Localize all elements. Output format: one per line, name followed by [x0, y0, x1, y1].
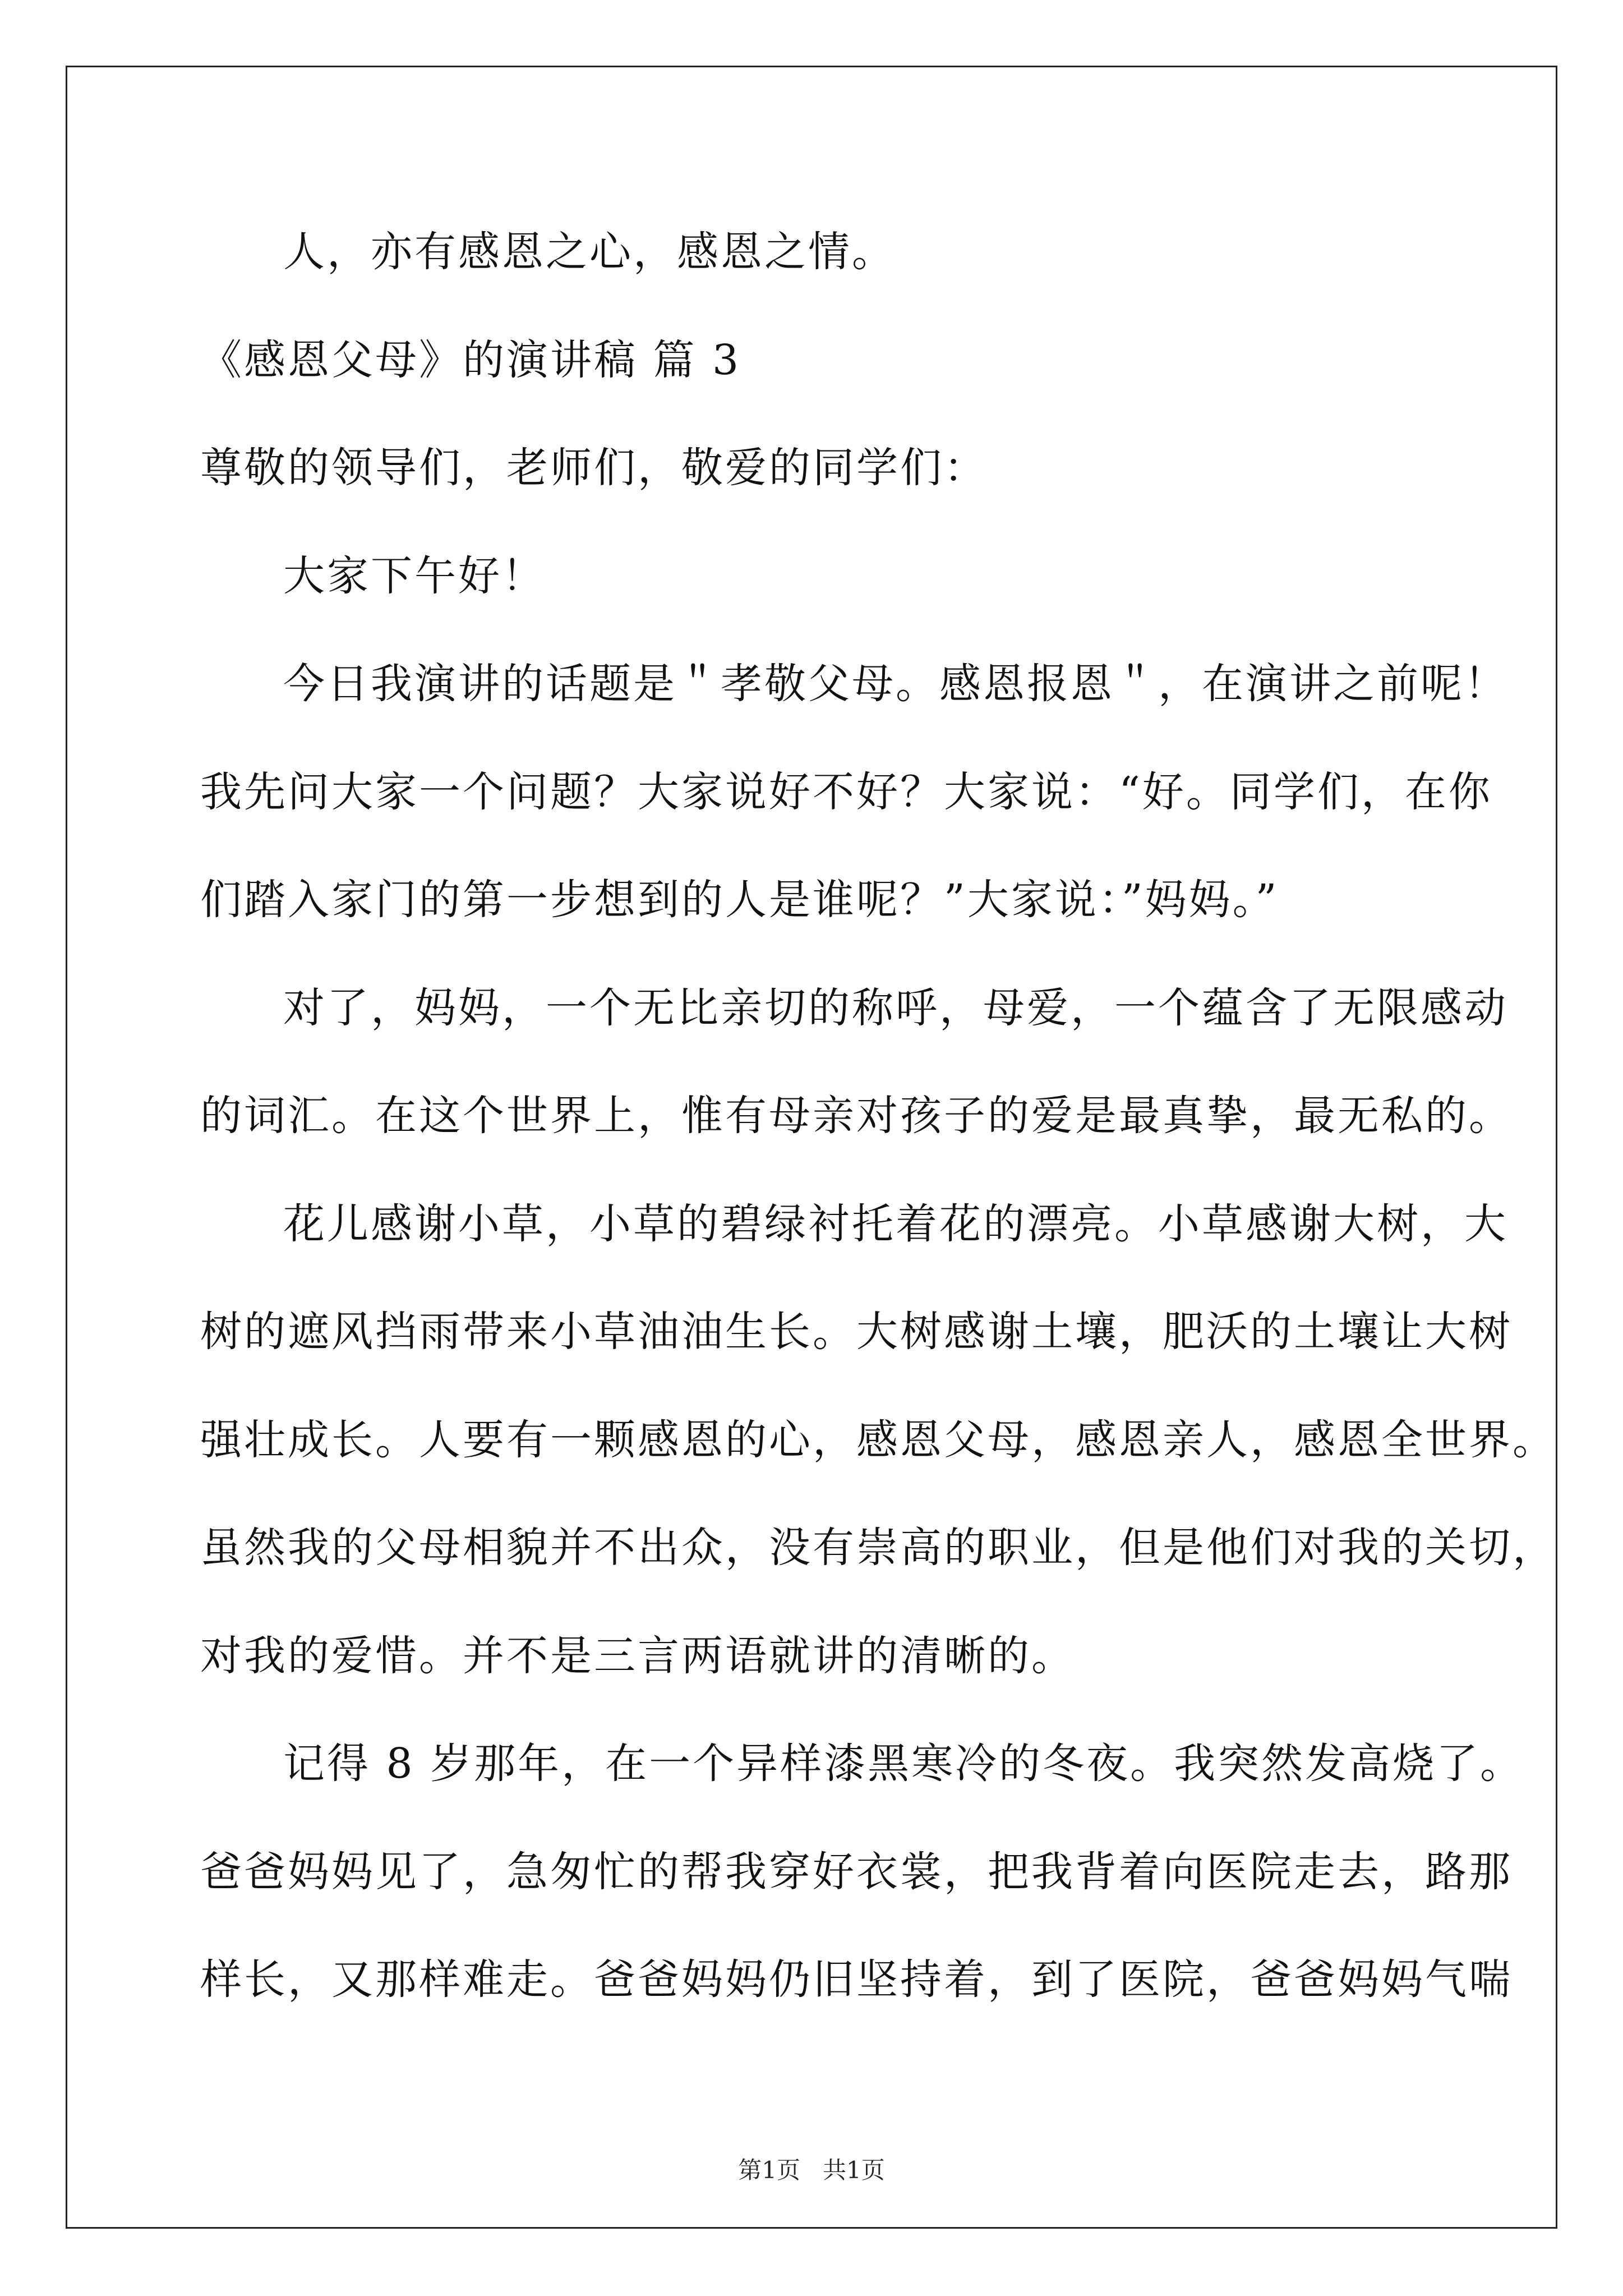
- paragraph-line: 记得 8 岁那年，在一个异样漆黑寒冷的冬夜。我突然发高烧了。: [283, 1740, 1524, 1788]
- paragraph-line: 我先问大家一个问题？大家说好不好？大家说：“好。同学们，在你: [200, 768, 1492, 816]
- paragraph-line: 爸爸妈妈见了，急匆忙的帮我穿好衣裳，把我背着向医院走去，路那: [200, 1848, 1513, 1896]
- paragraph-line: 人，亦有感恩之心，感恩之情。: [283, 228, 896, 276]
- paragraph-line: 们踏入家门的第一步想到的人是谁呢？”大家说：”妈妈。”: [200, 876, 1279, 924]
- paragraph-line: 对了，妈妈，一个无比亲切的称呼，母爱，一个蕴含了无限感动: [283, 984, 1508, 1032]
- salutation: 尊敬的领导们，老师们，敬爱的同学们：: [200, 444, 988, 492]
- paragraph-line: 样长，又那样难走。爸爸妈妈仍旧坚持着，到了医院，爸爸妈妈气喘: [200, 1955, 1513, 2004]
- paragraph-line: 虽然我的父母相貌并不出众，没有崇高的职业，但是他们对我的关切，: [200, 1524, 1556, 1572]
- paragraph-line: 树的遮风挡雨带来小草油油生长。大树感谢土壤，肥沃的土壤让大树: [200, 1308, 1513, 1356]
- greeting: 大家下午好！: [283, 552, 546, 600]
- paragraph-line: 强壮成长。人要有一颗感恩的心，感恩父母，感恩亲人，感恩全世界。: [200, 1416, 1556, 1464]
- paragraph-line: 对我的爱惜。并不是三言两语就讲的清晰的。: [200, 1632, 1075, 1680]
- paragraph-line: 的词汇。在这个世界上，惟有母亲对孩子的爱是最真挚，最无私的。: [200, 1092, 1513, 1140]
- page-border: [66, 66, 1557, 2229]
- page-footer: [0, 2156, 1623, 2184]
- paragraph-line: 今日我演讲的话题是＂孝敬父母。感恩报恩＂，在演讲之前呢！: [283, 660, 1508, 708]
- paragraph-line: 花儿感谢小草，小草的碧绿衬托着花的漂亮。小草感谢大树，大: [283, 1200, 1508, 1248]
- page-number-current: 第1页: [738, 2156, 800, 2184]
- page-number-total: 共1页: [823, 2156, 885, 2184]
- section-heading: 《感恩父母》的演讲稿 篇 3: [200, 336, 741, 384]
